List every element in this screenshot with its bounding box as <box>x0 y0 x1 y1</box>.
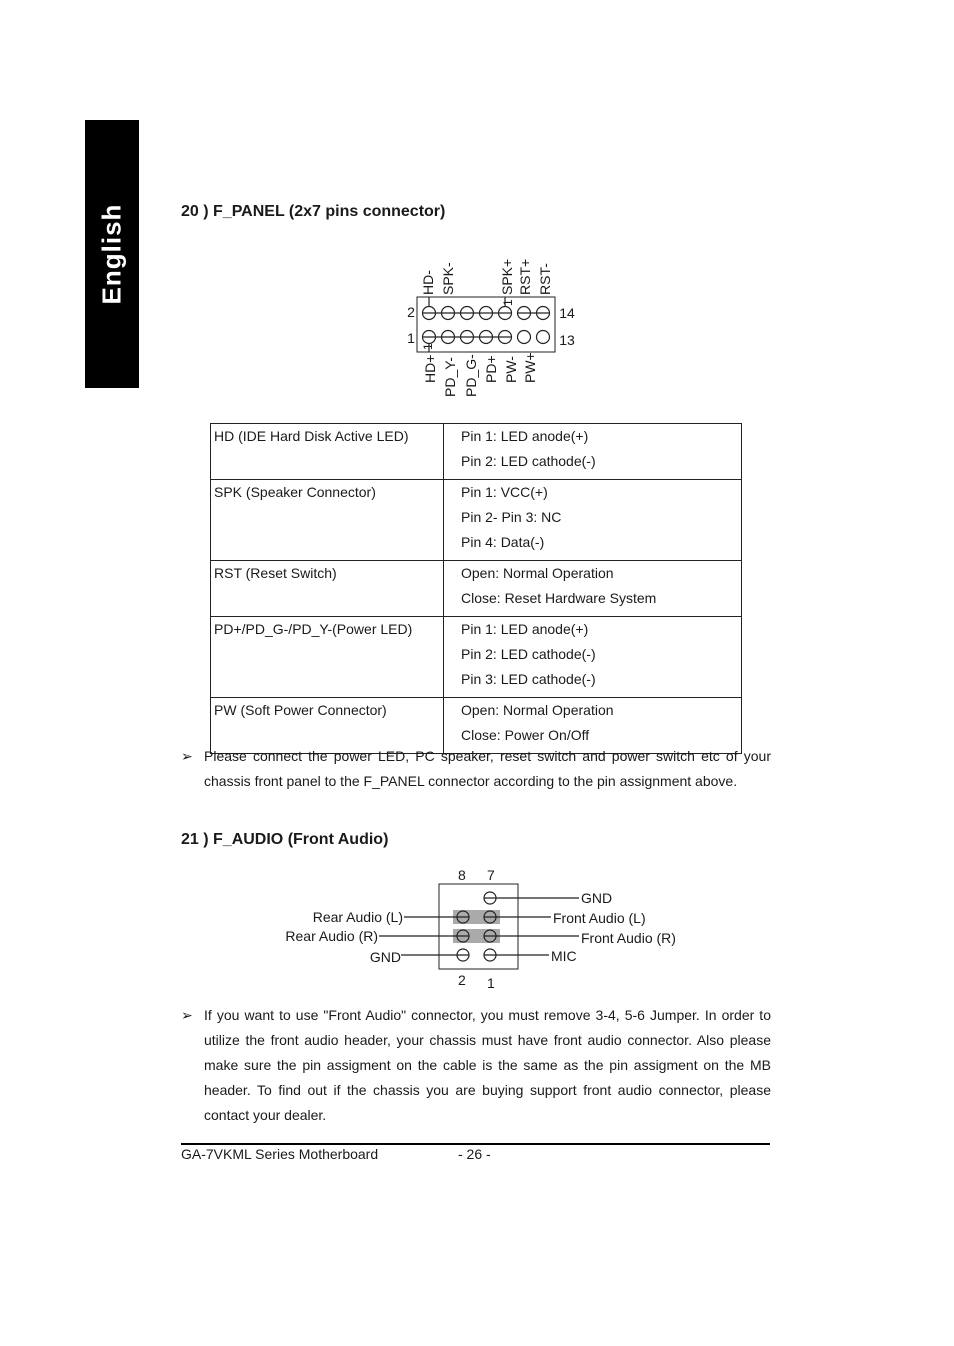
audio-gnd-top-label: GND <box>581 890 613 906</box>
f-audio-note-text: If you want to use "Front Audio" connector, you must remove 3-4, 5-6 Jumper. In order to utilize the front audio header, your chassis must have front audio connector. Also please make sure the pin assigment on the cable is the same as the pin assigment on the MB header. To find out if the chassis you are buying support front audio connector, please contact your dealer. <box>204 1007 771 1123</box>
f-panel-pin-1: 1 <box>407 330 415 346</box>
audio-front-l-label: Front Audio (L) <box>553 910 646 926</box>
audio-mic-label: MIC <box>551 948 577 964</box>
f-panel-label-pd-g: PD_G- <box>463 354 479 397</box>
audio-front-r-label: Front Audio (R) <box>581 930 676 946</box>
pin-assignment: Pin 1: VCC(+) Pin 2- Pin 3: NC Pin 4: Data(-) <box>444 480 742 561</box>
footer-divider <box>181 1143 770 1145</box>
pin-function-name: SPK (Speaker Connector) <box>211 480 444 561</box>
audio-gnd-left-label: GND <box>369 949 401 965</box>
audio-pin-1-label: 1 <box>487 975 495 991</box>
audio-pin-7-label: 7 <box>487 867 495 883</box>
f-panel-pin-2: 2 <box>407 304 415 320</box>
audio-rear-r-label: Rear Audio (R) <box>285 928 378 944</box>
f-panel-label-pin-one-top: 1 <box>501 299 515 306</box>
f-panel-pin-13: 13 <box>559 332 575 348</box>
f-panel-label-pw-plus: PW+ <box>522 352 538 383</box>
f-panel-label-hd-minus: HD- <box>420 270 436 295</box>
f-audio-header-outline <box>439 884 518 969</box>
section-20-heading: 20 ) F_PANEL (2x7 pins connector) <box>181 203 446 220</box>
f-panel-pin-14: 14 <box>559 305 575 321</box>
f-panel-label-rst-minus: RST- <box>537 263 553 295</box>
pin-function-name: PW (Soft Power Connector) <box>211 698 444 754</box>
f-panel-label-pin-one-bottom: 1 <box>421 343 435 350</box>
f-panel-label-spk-plus: SPK+ <box>499 258 515 295</box>
bullet-arrow-icon: ➢ <box>181 748 193 764</box>
section-21-heading: 21 ) F_AUDIO (Front Audio) <box>181 831 389 848</box>
footer-page-number: - 26 - <box>458 1146 491 1162</box>
f-panel-note-text: Please connect the power LED, PC speaker, reset switch and power switch etc of your chassis front panel to the F_PANEL connector according to the pin assignment above. <box>204 748 771 789</box>
pin-function-name: RST (Reset Switch) <box>211 561 444 617</box>
bullet-arrow-icon: ➢ <box>181 1007 193 1023</box>
footer-model: GA-7VKML Series Motherboard <box>181 1146 379 1162</box>
pin-function-name: PD+/PD_G-/PD_Y-(Power LED) <box>211 617 444 698</box>
f-panel-label-pd-y: PD_Y- <box>442 357 458 397</box>
pin-assignment: Open: Normal Operation Close: Reset Hardware System <box>444 561 742 617</box>
f-audio-note <box>181 1003 771 1128</box>
f-panel-label-spk-minus: SPK- <box>440 262 456 295</box>
f-panel-label-hd-plus: HD+ <box>422 354 438 383</box>
language-tab-label: English <box>96 203 127 305</box>
pin-assignment: Open: Normal Operation Close: Power On/Off <box>444 698 742 754</box>
audio-pin-8-label: 8 <box>458 867 466 883</box>
f-panel-label-pd-plus: PD+ <box>483 355 499 383</box>
pin-assignment: Pin 1: LED anode(+) Pin 2: LED cathode(-) <box>444 424 742 480</box>
f-panel-label-pw-minus: PW- <box>503 356 519 383</box>
pin-function-name: HD (IDE Hard Disk Active LED) <box>211 424 444 480</box>
f-panel-label-rst-plus: RST+ <box>517 258 533 295</box>
audio-pin-2-label: 2 <box>458 972 466 988</box>
pin-assignment: Pin 1: LED anode(+) Pin 2: LED cathode(-) Pin 3: LED cathode(-) <box>444 617 742 698</box>
audio-rear-l-label: Rear Audio (L) <box>312 909 403 925</box>
